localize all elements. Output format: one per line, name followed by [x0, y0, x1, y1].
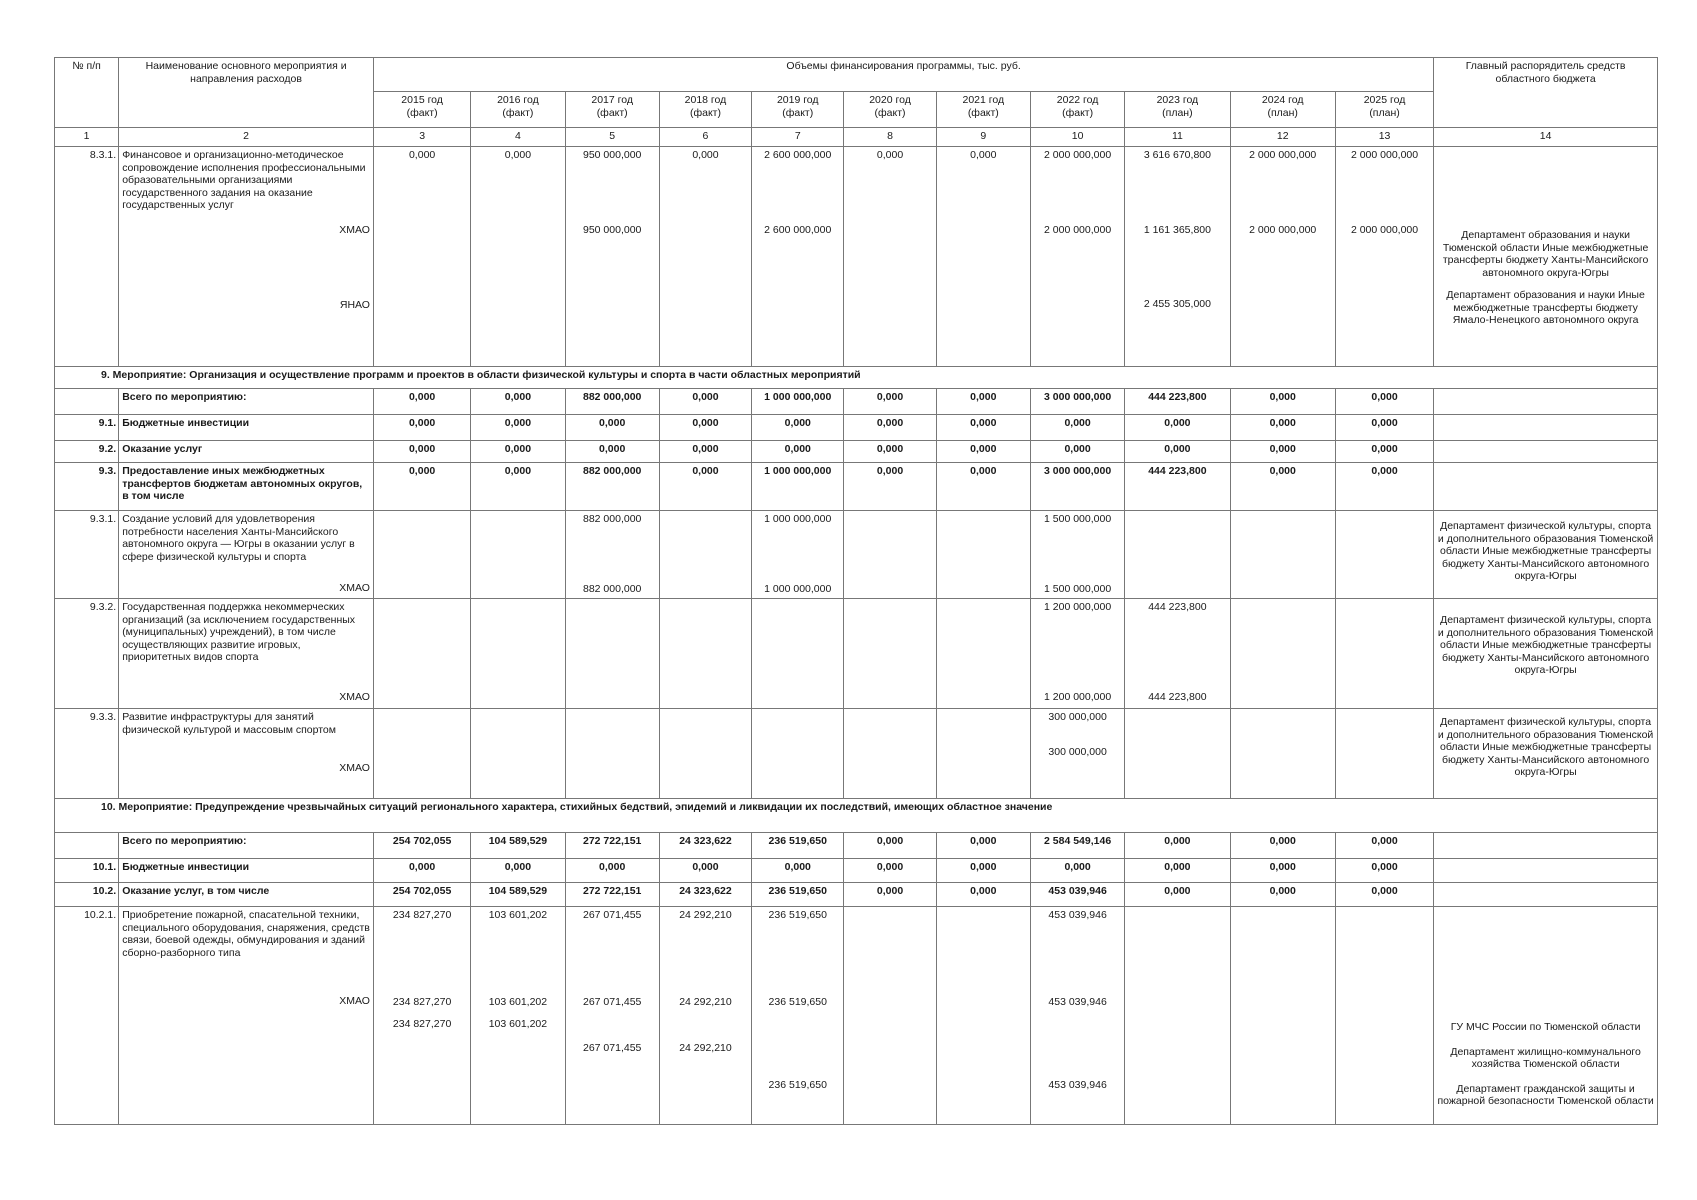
value: 2 000 000,000 [1044, 149, 1112, 161]
value-hmao: 2 000 000,000 [1044, 223, 1112, 236]
column-number: 3 [373, 128, 470, 147]
value-cell: 0,000 [659, 389, 751, 415]
value-cell: 24 323,622 [659, 883, 751, 907]
value-cell: 0,000 [844, 389, 936, 415]
value: 0,000 [504, 149, 532, 161]
value-cell: 0,000 [1125, 883, 1230, 907]
value-cell: 254 702,055 [373, 833, 470, 859]
value-cell: 0,000 [1230, 389, 1335, 415]
row-name [119, 709, 374, 799]
row-number: 8.3.1. [55, 147, 119, 367]
distributor-cell [1434, 147, 1658, 367]
table-row-10-total [55, 833, 1658, 859]
header-year-5 [844, 92, 936, 128]
value-hmao: 2 000 000,000 [1249, 223, 1317, 236]
distributor-cell [1434, 389, 1658, 415]
header-year-0 [373, 92, 470, 128]
table-row-10-2-1 [55, 907, 1658, 1125]
value-cell: 104 589,529 [471, 833, 565, 859]
value: 267 071,455 [582, 909, 642, 921]
region-label-hmao: ХМАО [339, 995, 370, 1007]
value: 0,000 [970, 149, 997, 161]
cell-stack [1030, 147, 1124, 367]
value-cell: 0,000 [936, 441, 1030, 463]
row-number: 10.2. [55, 883, 119, 907]
table-row-9-3-2 [55, 599, 1658, 709]
value-cell: 0,000 [1335, 389, 1433, 415]
column-number: 7 [752, 128, 844, 147]
region-label-hmao: ХМАО [339, 582, 370, 594]
value: 2 600 000,000 [764, 149, 832, 161]
year-kind: (план) [1267, 106, 1298, 119]
year-kind: (факт) [502, 106, 534, 119]
value-cell: 0,000 [752, 859, 844, 883]
table-row-9-2 [55, 441, 1658, 463]
year-kind: (факт) [782, 106, 814, 119]
value-hmao: 1 500 000,000 [1044, 582, 1112, 595]
distributor-cell [1434, 599, 1658, 709]
value-hmao: 2 000 000,000 [1350, 223, 1419, 236]
value-hmao: 236 519,650 [768, 995, 827, 1008]
distributor-cell [1434, 859, 1658, 883]
section-title: 9. Мероприятие: Организация и осуществление программ и проектов в области физической культуры и спорта в части областных мероприятий [55, 367, 1658, 389]
year-kind: (факт) [874, 106, 906, 119]
value-hmao: 1 000 000,000 [764, 582, 832, 595]
value-cell: 0,000 [844, 415, 936, 441]
header-year-7 [1030, 92, 1124, 128]
value-cell: 0,000 [1125, 441, 1230, 463]
value-cell: 0,000 [936, 389, 1030, 415]
column-number: 10 [1030, 128, 1124, 147]
row-name: Всего по мероприятию: [119, 833, 374, 859]
value: 882 000,000 [582, 513, 642, 525]
value-cell: 0,000 [565, 441, 659, 463]
year-label: 2020 год [869, 94, 911, 106]
value: 2 000 000,000 [1249, 149, 1317, 161]
value-cell: 272 722,151 [565, 883, 659, 907]
distributor-cell [1434, 709, 1658, 799]
value-cell: 0,000 [471, 859, 565, 883]
year-kind: (факт) [406, 106, 438, 119]
year-kind: (факт) [596, 106, 628, 119]
value-cell: 0,000 [659, 859, 751, 883]
header-year-2 [565, 92, 659, 128]
value-mchs: 234 827,270 [392, 1018, 452, 1030]
value-hmao: 882 000,000 [582, 582, 642, 595]
year-label: 2018 год [684, 94, 727, 106]
distributor-cell [1434, 441, 1658, 463]
year-label: 2021 год [962, 94, 1005, 106]
value-hmao: 1 200 000,000 [1044, 690, 1112, 703]
value-mchs: 103 601,202 [488, 1018, 548, 1030]
year-kind: (факт) [967, 106, 999, 119]
distributor-cell [1434, 463, 1658, 511]
value-gz: 453 039,946 [1048, 1079, 1107, 1091]
column-numbers-row [55, 128, 1658, 147]
value-cell: 0,000 [373, 463, 470, 511]
row-number: 10.2.1. [55, 907, 119, 1125]
value-cell: 3 000 000,000 [1030, 389, 1124, 415]
value-cell: 444 223,800 [1125, 463, 1230, 511]
value: 444 223,800 [1148, 601, 1207, 613]
value: 2 000 000,000 [1350, 149, 1419, 161]
column-number: 5 [565, 128, 659, 147]
value-cell: 0,000 [1125, 415, 1230, 441]
value-cell: 0,000 [373, 389, 470, 415]
year-kind: (план) [1369, 106, 1400, 119]
column-number: 6 [659, 128, 751, 147]
value: 1 500 000,000 [1044, 513, 1112, 525]
header-year-10 [1335, 92, 1433, 128]
value: 950 000,000 [582, 149, 642, 161]
header-year-6 [936, 92, 1030, 128]
row-number: 9.3.2. [55, 599, 119, 709]
value-cell: 444 223,800 [1125, 389, 1230, 415]
year-label: 2017 год [591, 94, 633, 106]
header-year-9 [1230, 92, 1335, 128]
value-hmao: 2 600 000,000 [764, 223, 832, 236]
value-cell: 453 039,946 [1030, 883, 1124, 907]
value-cell: 0,000 [565, 415, 659, 441]
table-row-9-1 [55, 415, 1658, 441]
value-cell: 0,000 [1230, 441, 1335, 463]
value-cell: 0,000 [1125, 833, 1230, 859]
value: 1 000 000,000 [764, 513, 832, 525]
year-kind: (факт) [1062, 106, 1094, 119]
value-cell: 1 000 000,000 [752, 389, 844, 415]
year-label: 2016 год [497, 94, 539, 106]
region-label-hmao: ХМАО [339, 762, 370, 774]
value-cell: 1 000 000,000 [752, 463, 844, 511]
value-cell: 236 519,650 [752, 883, 844, 907]
value-cell: 0,000 [844, 441, 936, 463]
column-number: 1 [55, 128, 119, 147]
value-cell: 0,000 [1230, 883, 1335, 907]
value-cell: 0,000 [659, 463, 751, 511]
value-cell: 0,000 [565, 859, 659, 883]
row-name [119, 599, 374, 709]
region-label-hmao: ХМАО [339, 224, 370, 236]
value-cell: 0,000 [1125, 859, 1230, 883]
cell-stack [659, 147, 751, 367]
year-kind: (план) [1162, 106, 1193, 119]
row-name [119, 147, 374, 367]
value-cell: 0,000 [1030, 415, 1124, 441]
row-name-text: Государственная поддержка некоммерческих организаций (за исключением государственных (муниципальных) учреждений), в том числе осуществляющих развитие игровых, приоритетных видов спорта [122, 601, 356, 663]
value-cell: 0,000 [471, 389, 565, 415]
column-number: 12 [1230, 128, 1335, 147]
value-cell: 0,000 [752, 441, 844, 463]
distributor-text: Департамент физической культуры, спорта и дополнительного образования Тюменской области Иные межбюджетные трансферты бюджету Ханты-Мансийского автономного округа-Югры [1437, 716, 1654, 778]
value: 1 200 000,000 [1044, 601, 1112, 613]
distributor-yanao: Департамент образования и науки Иные межбюджетные трансферты бюджету Ямало-Ненецкого автономного округа [1446, 289, 1645, 326]
value: 103 601,202 [488, 909, 548, 921]
distributor-cell [1434, 907, 1658, 1125]
value-cell: 236 519,650 [752, 833, 844, 859]
header-col-distributor: Главный распорядитель средств областного бюджета [1434, 58, 1658, 128]
year-label: 2022 год [1056, 94, 1099, 106]
row-name-text: Создание условий для удовлетворения потребности населения Ханты-Мансийского автономного округа — Югры в оказании услуг в сфере физической культуры и спорта [122, 513, 355, 563]
value-hmao: 950 000,000 [582, 223, 642, 236]
distributor-text: Департамент физической культуры, спорта и дополнительного образования Тюменской области Иные межбюджетные трансферты бюджету Ханты-Мансийского автономного округа-Югры [1437, 614, 1654, 676]
region-label-hmao: ХМАО [339, 691, 370, 703]
row-name: Бюджетные инвестиции [119, 859, 374, 883]
header-year-8 [1125, 92, 1230, 128]
value-cell: 272 722,151 [565, 833, 659, 859]
value-yanao: 2 455 305,000 [1143, 298, 1211, 310]
value: 300 000,000 [1048, 711, 1107, 723]
column-number: 9 [936, 128, 1030, 147]
row-name: Оказание услуг [119, 441, 374, 463]
value: 236 519,650 [768, 909, 827, 921]
value-cell: 0,000 [1335, 833, 1433, 859]
financing-table [54, 57, 1658, 1125]
row-name: Бюджетные инвестиции [119, 415, 374, 441]
value-hmao: 103 601,202 [488, 995, 548, 1008]
header-col-name: Наименование основного мероприятия и направления расходов [119, 58, 374, 128]
year-label: 2024 год [1261, 94, 1304, 106]
value-cell: 0,000 [659, 415, 751, 441]
year-label: 2015 год [401, 94, 443, 106]
header-year-1 [471, 92, 565, 128]
section-title: 10. Мероприятие: Предупреждение чрезвычайных ситуаций регионального характера, стихийных бедствий, эпидемий и ликвидации их последствий, имеющих областное значение [55, 799, 1658, 833]
value-cell: 0,000 [752, 415, 844, 441]
cell-stack [1125, 147, 1230, 367]
distributor-cell [1434, 415, 1658, 441]
section-row-9 [55, 367, 1658, 389]
table-row-9-3-1 [55, 511, 1658, 599]
value-cell: 0,000 [844, 859, 936, 883]
row-number: 9.3. [55, 463, 119, 511]
row-number: 10.1. [55, 859, 119, 883]
value-cell: 882 000,000 [565, 389, 659, 415]
table-row-8-3-1 [55, 147, 1658, 367]
value-cell: 2 584 549,146 [1030, 833, 1124, 859]
value-cell: 254 702,055 [373, 883, 470, 907]
value-cell: 0,000 [1335, 441, 1433, 463]
value-hmao: 453 039,946 [1048, 995, 1107, 1008]
row-name: Всего по мероприятию: [119, 389, 374, 415]
value-cell: 0,000 [1230, 463, 1335, 511]
year-label: 2019 год [776, 94, 819, 106]
value-cell: 0,000 [936, 415, 1030, 441]
value-cell: 0,000 [1230, 859, 1335, 883]
table-row-9-total [55, 389, 1658, 415]
cell-stack [373, 147, 470, 367]
value-cell: 0,000 [1030, 859, 1124, 883]
table-row-9-3 [55, 463, 1658, 511]
distributor-text: Департамент физической культуры, спорта и дополнительного образования Тюменской области Иные межбюджетные трансферты бюджету Ханты-Мансийского автономного округа-Югры [1437, 520, 1654, 582]
value: 3 616 670,800 [1143, 149, 1211, 161]
row-name-text: Финансовое и организационно-методическое сопровождение исполнения профессиональными образовательными организациями государственного задания на оказание государственных услуг [122, 149, 366, 211]
cell-stack [565, 147, 659, 367]
distributor-hmao: Департамент образования и науки Тюменской области Иные межбюджетные трансферты бюджету Ханты-Мансийского автономного округа-Югры [1442, 229, 1649, 279]
value-cell: 0,000 [1335, 883, 1433, 907]
distributor-cell [1434, 833, 1658, 859]
value-hmao: 24 292,210 [679, 995, 732, 1008]
table-row-10-1 [55, 859, 1658, 883]
row-number: 9.2. [55, 441, 119, 463]
value-cell: 882 000,000 [565, 463, 659, 511]
header-col-no: № п/п [55, 58, 119, 128]
table-row-10-2 [55, 883, 1658, 907]
value: 24 292,210 [679, 909, 732, 921]
value-cell: 0,000 [1030, 441, 1124, 463]
section-row-10 [55, 799, 1658, 833]
row-number: 9.3.3. [55, 709, 119, 799]
value-zhkh: 267 071,455 [582, 1042, 642, 1054]
distributor-mchs: ГУ МЧС России по Тюменской области [1450, 1021, 1641, 1033]
header-col-funding: Объемы финансирования программы, тыс. руб. [373, 58, 1433, 92]
value-cell: 0,000 [1335, 463, 1433, 511]
cell-stack [844, 147, 936, 367]
cell-stack [752, 147, 844, 367]
column-number: 14 [1434, 128, 1658, 147]
value-cell: 0,000 [373, 415, 470, 441]
row-name-text: Приобретение пожарной, спасательной техники, специального оборудования, снаряжения, средств связи, боевой одежды, обмундирования и зданий сборно-разборного типа [122, 909, 370, 959]
distributor-cell [1434, 511, 1658, 599]
value: 0,000 [876, 149, 904, 161]
row-number [55, 833, 119, 859]
cell-stack [1335, 147, 1433, 367]
value-cell: 0,000 [844, 883, 936, 907]
row-name: Предоставление иных межбюджетных трансфертов бюджетам автономных округов, в том числе [119, 463, 374, 511]
column-number: 13 [1335, 128, 1433, 147]
row-number: 9.1. [55, 415, 119, 441]
row-name: Оказание услуг, в том числе [119, 883, 374, 907]
value: 0,000 [692, 149, 719, 161]
value-cell: 3 000 000,000 [1030, 463, 1124, 511]
value-cell: 0,000 [936, 883, 1030, 907]
cell-stack [936, 147, 1030, 367]
table-row-9-3-3 [55, 709, 1658, 799]
cell-stack [471, 147, 565, 367]
row-number: 9.3.1. [55, 511, 119, 599]
value-cell: 0,000 [936, 833, 1030, 859]
value-cell: 0,000 [1230, 833, 1335, 859]
value-cell: 0,000 [471, 463, 565, 511]
value-cell: 0,000 [373, 859, 470, 883]
row-number [55, 389, 119, 415]
value-cell: 0,000 [1230, 415, 1335, 441]
value-hmao: 444 223,800 [1148, 690, 1207, 703]
header-year-3 [659, 92, 751, 128]
cell-stack [1230, 147, 1335, 367]
value-cell: 0,000 [471, 441, 565, 463]
region-label-yanao: ЯНАО [339, 298, 370, 311]
value-cell: 0,000 [844, 463, 936, 511]
year-label: 2025 год [1363, 94, 1406, 106]
column-number: 8 [844, 128, 936, 147]
value-cell: 0,000 [936, 463, 1030, 511]
row-name [119, 907, 374, 1125]
value-cell: 0,000 [1335, 859, 1433, 883]
value-cell: 0,000 [659, 441, 751, 463]
value-cell: 0,000 [373, 441, 470, 463]
row-name-text: Развитие инфраструктуры для занятий физической культурой и массовым спортом [122, 711, 336, 736]
value-cell: 0,000 [471, 415, 565, 441]
column-number: 4 [471, 128, 565, 147]
value: 234 827,270 [392, 909, 452, 921]
value-cell: 0,000 [1335, 415, 1433, 441]
value-cell: 104 589,529 [471, 883, 565, 907]
value-hmao: 1 161 365,800 [1143, 223, 1211, 236]
column-number: 2 [119, 128, 374, 147]
value-zhkh: 24 292,210 [679, 1042, 732, 1054]
value-hmao: 234 827,270 [392, 995, 452, 1008]
year-kind: (факт) [689, 106, 721, 119]
distributor-zhkh: Департамент жилищно-коммунального хозяйства Тюменской области [1450, 1045, 1641, 1070]
year-label: 2023 год [1156, 94, 1199, 106]
distributor-gz: Департамент гражданской защиты и пожарной безопасности Тюменской области [1437, 1082, 1654, 1107]
value-cell: 24 323,622 [659, 833, 751, 859]
row-name [119, 511, 374, 599]
value: 453 039,946 [1048, 909, 1107, 921]
value: 0,000 [408, 149, 436, 161]
value-hmao: 267 071,455 [582, 995, 642, 1008]
column-number: 11 [1125, 128, 1230, 147]
value-gz: 236 519,650 [768, 1079, 827, 1091]
value-hmao: 300 000,000 [1048, 745, 1107, 758]
distributor-cell [1434, 883, 1658, 907]
value-cell: 0,000 [844, 833, 936, 859]
header-year-4 [752, 92, 844, 128]
value-cell: 0,000 [936, 859, 1030, 883]
